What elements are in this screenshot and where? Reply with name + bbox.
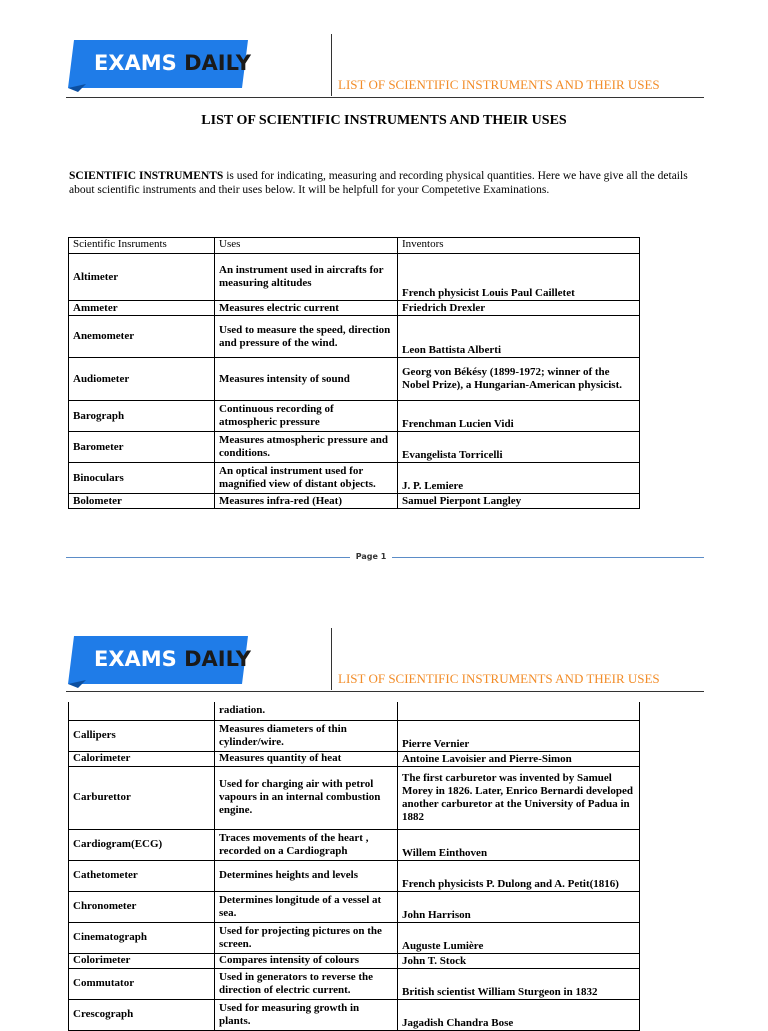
- instrument-use: Continuous recording of atmospheric pressure: [215, 401, 398, 432]
- instrument-inventor: Antoine Lavoisier and Pierre-Simon: [398, 751, 640, 766]
- instrument-name: Barograph: [69, 401, 215, 432]
- instrument-name: Bolometer: [69, 494, 215, 509]
- instrument-use: Determines heights and levels: [215, 860, 398, 891]
- table-header-row: [69, 238, 640, 254]
- logo-text-daily: DAILY: [184, 647, 251, 671]
- instrument-name: [69, 702, 215, 720]
- footer-rule-left: [66, 557, 350, 558]
- page-number: Page 1: [355, 552, 387, 561]
- table-row: [69, 494, 640, 509]
- instrument-name: Binoculars: [69, 463, 215, 494]
- table-row: [69, 829, 640, 860]
- instrument-name: Cinematograph: [69, 922, 215, 953]
- exams-daily-logo: [66, 36, 252, 94]
- instrument-inventor: Leon Battista Alberti: [398, 316, 640, 358]
- logo-text-exams: EXAMS: [94, 647, 177, 671]
- instrument-name: Cathetometer: [69, 860, 215, 891]
- instrument-name: Ammeter: [69, 301, 215, 316]
- header-instruments: Scientific Insruments: [69, 238, 215, 254]
- instruments-table-2: [68, 702, 640, 1031]
- header-title: LIST OF SCIENTIFIC INSTRUMENTS AND THEIR USES: [338, 671, 660, 686]
- header-title: LIST OF SCIENTIFIC INSTRUMENTS AND THEIR USES: [338, 77, 660, 92]
- instrument-use: An instrument used in aircrafts for measuring altitudes: [215, 254, 398, 301]
- instrument-name: Audiometer: [69, 358, 215, 401]
- instrument-use: Measures infra-red (Heat): [215, 494, 398, 509]
- instrument-name: Carburettor: [69, 766, 215, 829]
- header-inventors: Inventors: [398, 238, 640, 254]
- instrument-inventor: John Harrison: [398, 891, 640, 922]
- table-row: [69, 432, 640, 463]
- instrument-inventor: Jagadish Chandra Bose: [398, 999, 640, 1030]
- instrument-inventor: [398, 702, 640, 720]
- instrument-inventor: Auguste Lumière: [398, 922, 640, 953]
- intro-text: is used for indicating, measuring and recording physical quantities. Here we have give all the details about scientific instruments and their uses below. It will be helpfull for your Competetive Examinations.: [69, 170, 688, 196]
- instrument-inventor: Pierre Vernier: [398, 720, 640, 751]
- exams-daily-logo: [66, 632, 252, 690]
- header-rule: [66, 691, 704, 692]
- instrument-use: Used for charging air with petrol vapours in an internal combustion engine.: [215, 766, 398, 829]
- instrument-use: An optical instrument used for magnified view of distant objects.: [215, 463, 398, 494]
- instruments-table-1: [68, 237, 640, 509]
- instrument-name: Barometer: [69, 432, 215, 463]
- instrument-name: Cardiogram(ECG): [69, 829, 215, 860]
- footer-rule-right: [392, 557, 704, 558]
- instrument-name: Colorimeter: [69, 953, 215, 968]
- table-row: [69, 766, 640, 829]
- instrument-name: Calorimeter: [69, 751, 215, 766]
- instrument-inventor: Evangelista Torricelli: [398, 432, 640, 463]
- instrument-name: Callipers: [69, 720, 215, 751]
- table-row: [69, 358, 640, 401]
- instrument-use: Determines longitude of a vessel at sea.: [215, 891, 398, 922]
- instrument-inventor: French physicists P. Dulong and A. Petit(1816): [398, 860, 640, 891]
- instrument-use: Measures atmospheric pressure and conditions.: [215, 432, 398, 463]
- header-uses: Uses: [215, 238, 398, 254]
- instrument-inventor: Willem Einthoven: [398, 829, 640, 860]
- table-row: [69, 922, 640, 953]
- table-row: [69, 860, 640, 891]
- instrument-use: Measures electric current: [215, 301, 398, 316]
- table-row: [69, 301, 640, 316]
- instrument-name: Altimeter: [69, 254, 215, 301]
- intro-bold: SCIENTIFIC INSTRUMENTS: [69, 170, 224, 182]
- instrument-use: Measures intensity of sound: [215, 358, 398, 401]
- table-row: [69, 254, 640, 301]
- logo-text-daily: DAILY: [184, 51, 251, 75]
- instrument-use: radiation.: [215, 702, 398, 720]
- table-row: [69, 751, 640, 766]
- table-row: [69, 968, 640, 999]
- table-row: [69, 316, 640, 358]
- instrument-inventor: British scientist William Sturgeon in 1832: [398, 968, 640, 999]
- instrument-use: Used to measure the speed, direction and pressure of the wind.: [215, 316, 398, 358]
- header-divider: [331, 34, 332, 96]
- header-divider: [331, 628, 332, 690]
- table-row: [69, 401, 640, 432]
- instrument-inventor: Georg von Békésy (1899-1972; winner of the Nobel Prize), a Hungarian-American physicist.: [398, 358, 640, 401]
- instrument-use: Compares intensity of colours: [215, 953, 398, 968]
- instrument-use: Measures diameters of thin cylinder/wire.: [215, 720, 398, 751]
- instrument-name: Chronometer: [69, 891, 215, 922]
- instrument-use: Used for projecting pictures on the screen.: [215, 922, 398, 953]
- instrument-inventor: John T. Stock: [398, 953, 640, 968]
- table-row: [69, 953, 640, 968]
- instrument-inventor: Samuel Pierpont Langley: [398, 494, 640, 509]
- table-row: [69, 891, 640, 922]
- document-page-2: [0, 596, 768, 1029]
- header-rule: [66, 97, 704, 98]
- instrument-name: Commutator: [69, 968, 215, 999]
- instrument-inventor: J. P. Lemiere: [398, 463, 640, 494]
- instrument-use: Traces movements of the heart , recorded on a Cardiograph: [215, 829, 398, 860]
- table-row: [69, 720, 640, 751]
- table-row: [69, 999, 640, 1030]
- instrument-use: Measures quantity of heat: [215, 751, 398, 766]
- instrument-inventor: French physicist Louis Paul Cailletet: [398, 254, 640, 301]
- instrument-inventor: Friedrich Drexler: [398, 301, 640, 316]
- intro-paragraph: [69, 169, 704, 197]
- table-row: [69, 702, 640, 720]
- instrument-use: Used in generators to reverse the direction of electric current.: [215, 968, 398, 999]
- instrument-name: Anemometer: [69, 316, 215, 358]
- table-row: [69, 463, 640, 494]
- page-title: LIST OF SCIENTIFIC INSTRUMENTS AND THEIR USES: [201, 113, 567, 128]
- page-gap: [0, 580, 768, 596]
- logo-text-exams: EXAMS: [94, 51, 177, 75]
- instrument-inventor: Frenchman Lucien Vidi: [398, 401, 640, 432]
- instrument-inventor: The first carburetor was invented by Samuel Morey in 1826. Later, Enrico Bernardi developed another carburetor at the University of Padua in 1882: [398, 766, 640, 829]
- instrument-use: Used for measuring growth in plants.: [215, 999, 398, 1030]
- instrument-name: Crescograph: [69, 999, 215, 1030]
